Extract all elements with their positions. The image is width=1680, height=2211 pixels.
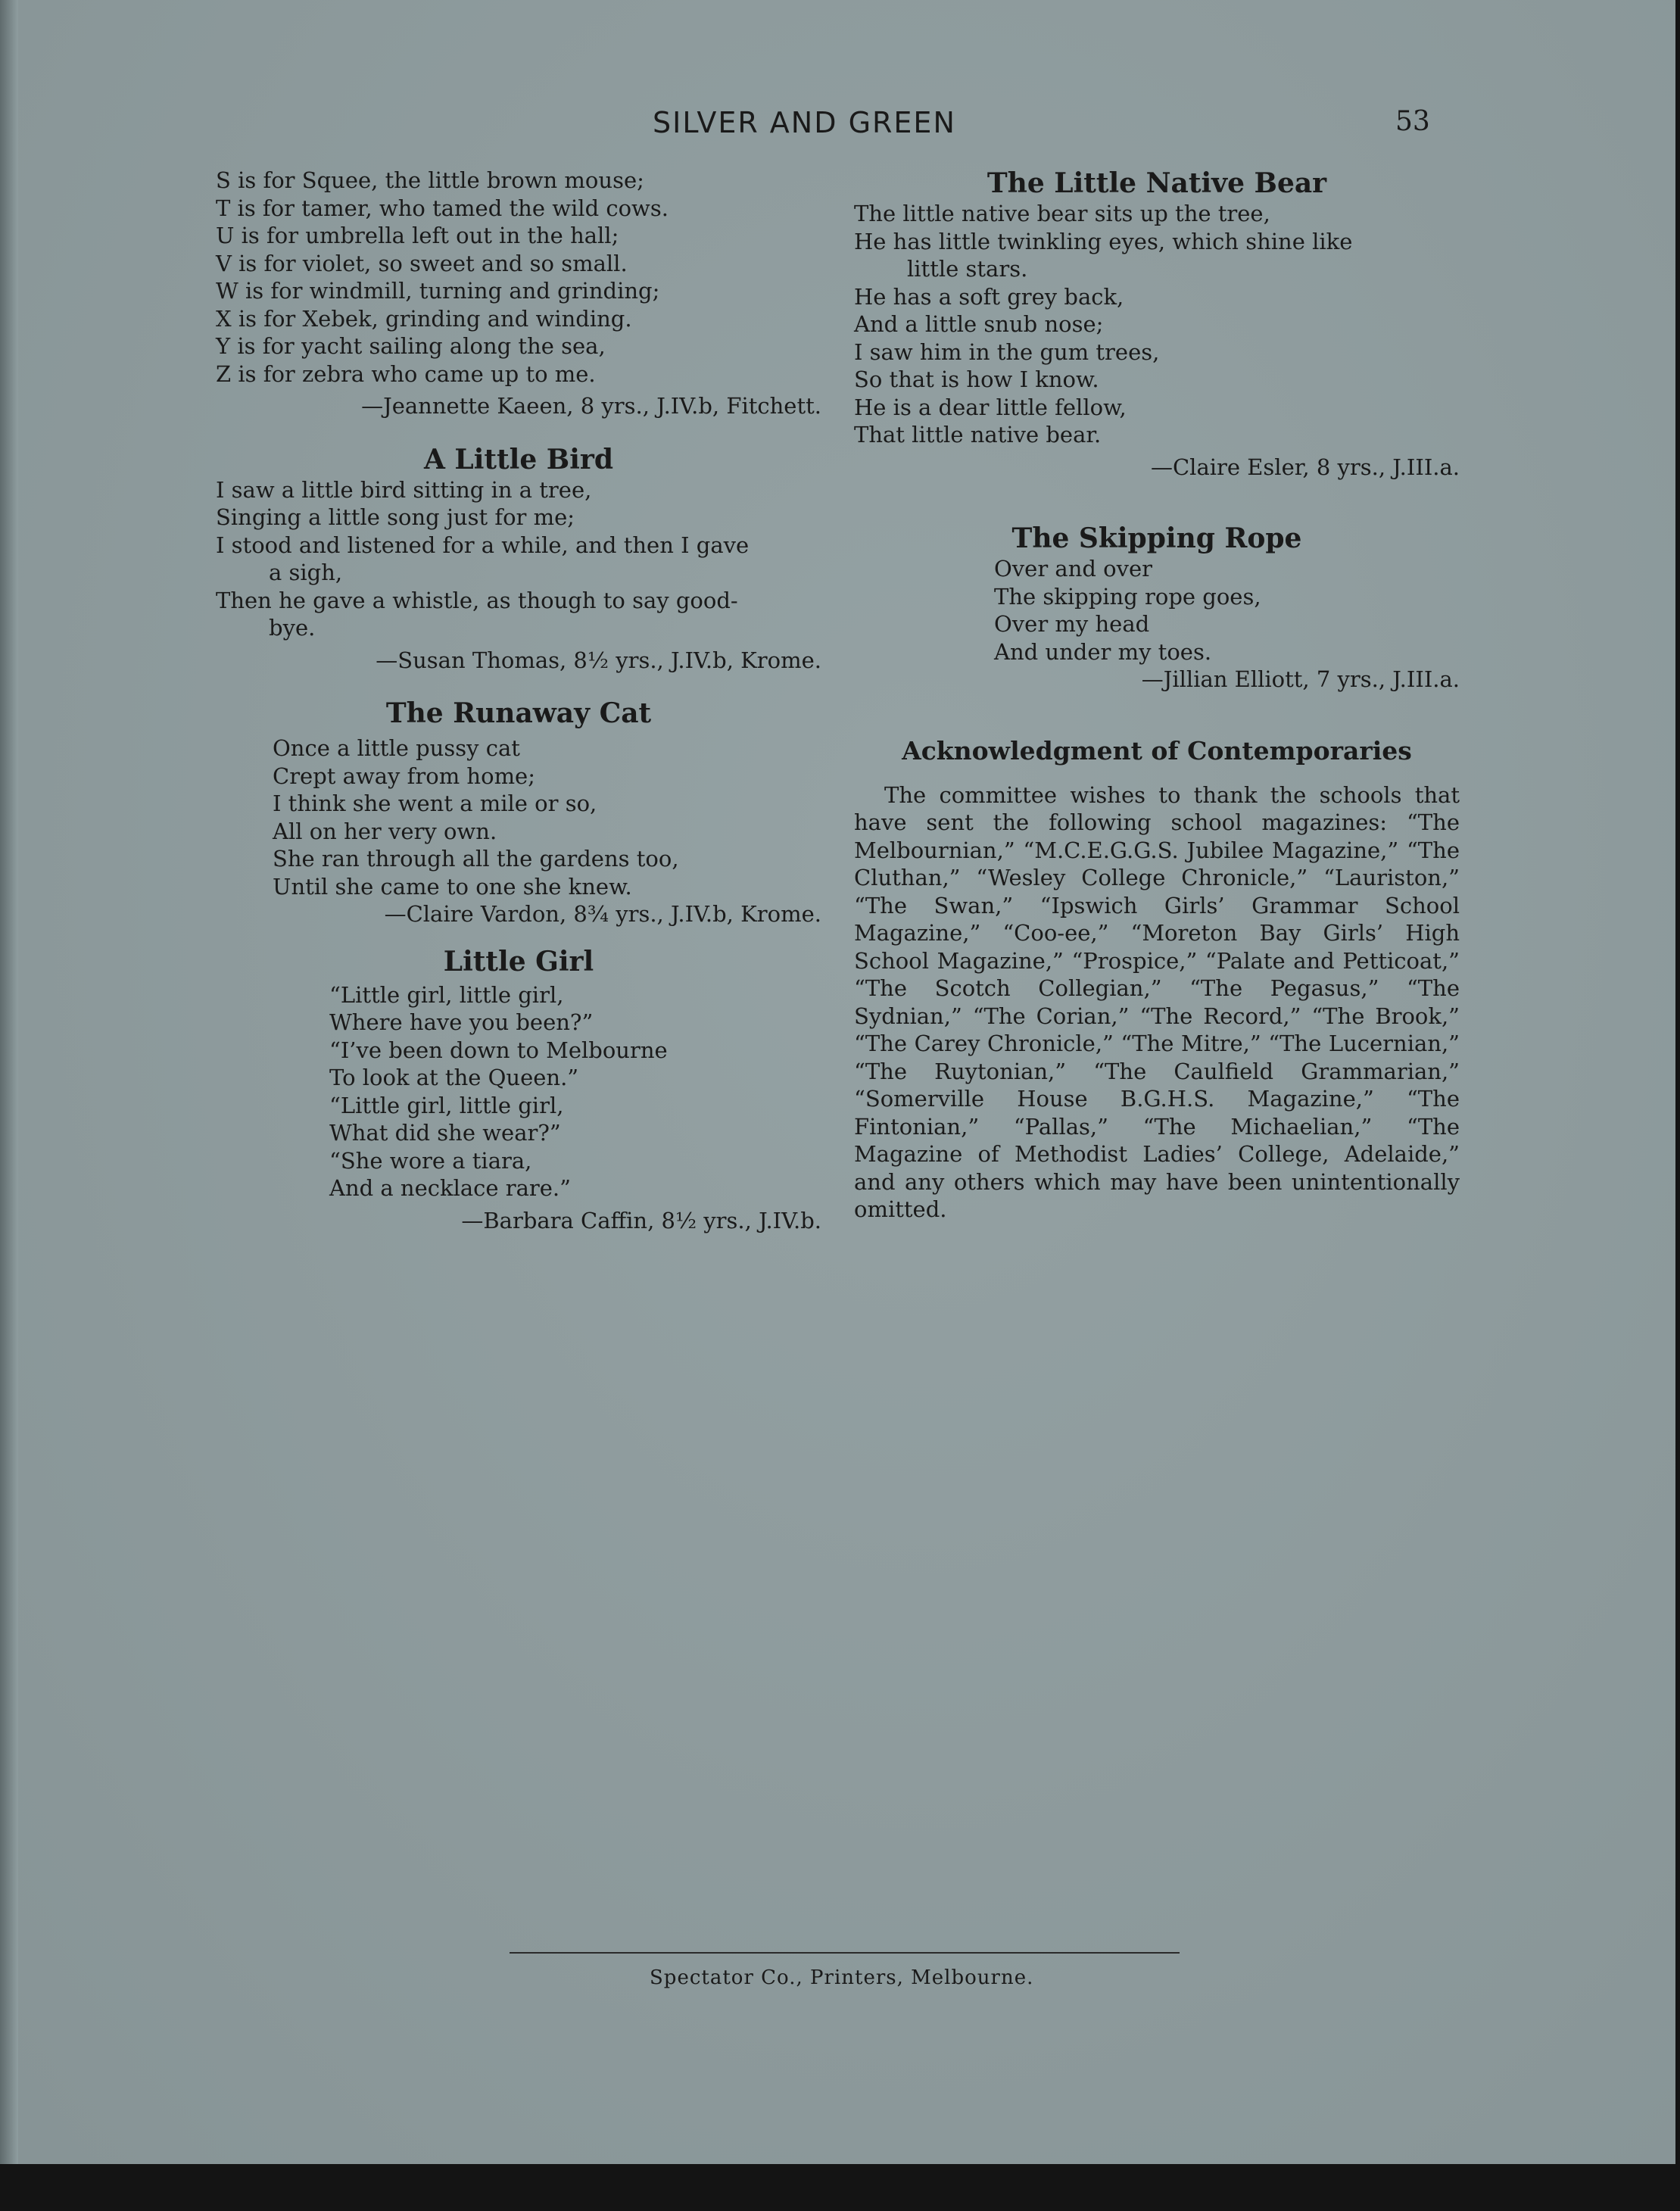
right-column bbox=[854, 167, 1460, 1224]
poem-line: Over and over bbox=[994, 556, 1153, 582]
poem-line: Over my head bbox=[994, 611, 1150, 637]
section-title: Acknowledgment of Contemporaries bbox=[902, 735, 1412, 766]
poem-attribution: —Jeannette Kaeen, 8 yrs., J.IV.b, Fitchett. bbox=[361, 393, 821, 419]
poem-title: Little Girl bbox=[443, 945, 594, 978]
page-number: 53 bbox=[1395, 106, 1430, 137]
poem-line: Singing a little song just for me; bbox=[216, 504, 575, 530]
poem-line: And a little snub nose; bbox=[854, 311, 1104, 337]
poem-line: He has a soft grey back, bbox=[854, 283, 1124, 310]
poem-line: What did she wear?” bbox=[329, 1120, 561, 1146]
left-column bbox=[216, 167, 821, 1234]
poem-line: I saw a little bird sitting in a tree, bbox=[216, 476, 592, 503]
poem-line: So that is how I know. bbox=[854, 366, 1099, 392]
poem-title: A Little Bird bbox=[423, 443, 614, 476]
poem-title: The Skipping Rope bbox=[1011, 522, 1302, 554]
poem-line: The skipping rope goes, bbox=[994, 583, 1261, 610]
acknowledgment-text: The committee wishes to thank the schools that have sent the following school magazines: “The Melbournian,” “M.C.E.G.G.S. Jubilee Magazine,” “The Cluthan,” “Wesley College Chronicle,” “Lauriston,” “The Swan,” “Ipswich Girls’ Grammar School Magazine,” “Coo-ee,” “Moreton Bay Girls’ High School Magazine,” “Prospice,” “Palate and Petticoat,” “The Scotch Collegian,” “The Pegasus,” “The Sydnian,” “The Corian,” “The Record,” “The Brook,” “The Carey Chronicle,” “The Mitre,” “The Lucernian,” “The Ruytonian,” “The Caulfield Grammarian,” “Somerville House B.G.H.S. Magazine,” “The Fintonian,” “Pallas,” “The Michaelian,” “The Magazine of Methodist Ladies’ College, Adelaide,” and any others which may have been unintentionally omitted. bbox=[854, 781, 1460, 1222]
poem-line: “I’ve been down to Melbourne bbox=[329, 1037, 668, 1063]
poem-line: Where have you been?” bbox=[329, 1009, 594, 1035]
poem-line: She ran through all the gardens too, bbox=[273, 846, 679, 872]
runaway-cat-poem bbox=[216, 697, 821, 928]
page-spine bbox=[0, 0, 18, 2164]
poem-line: I saw him in the gum trees, bbox=[854, 338, 1160, 365]
poem-line: little stars. bbox=[907, 256, 1028, 282]
poem-attribution: —Claire Esler, 8 yrs., J.III.a. bbox=[1150, 454, 1460, 480]
poem-attribution: —Claire Vardon, 8¾ yrs., J.IV.b, Krome. bbox=[384, 901, 821, 927]
poem-title: The Runaway Cat bbox=[385, 697, 652, 729]
poem-line: Z is for zebra who came up to me. bbox=[216, 360, 596, 387]
poem-line: I stood and listened for a while, and then I gave bbox=[216, 532, 750, 558]
native-bear-poem bbox=[854, 167, 1460, 481]
poem-title: The Little Native Bear bbox=[986, 167, 1327, 199]
poem-line: And under my toes. bbox=[994, 638, 1212, 665]
poem-line: The little native bear sits up the tree, bbox=[854, 201, 1270, 226]
skipping-rope-poem bbox=[854, 522, 1460, 694]
poem-line: All on her very own. bbox=[273, 818, 497, 844]
little-bird-poem bbox=[216, 443, 821, 675]
poem-line: Then he gave a whistle, as though to say good- bbox=[216, 587, 738, 613]
poem-attribution: —Jillian Elliott, 7 yrs., J.III.a. bbox=[1141, 666, 1460, 692]
poem-line: W is for windmill, turning and grinding; bbox=[216, 278, 660, 304]
poem-line: He is a dear little fellow, bbox=[854, 394, 1127, 420]
poem-line: T is for tamer, who tamed the wild cows. bbox=[216, 195, 669, 221]
poem-line: “Little girl, little girl, bbox=[329, 981, 564, 1008]
printer-credit: Spectator Co., Printers, Melbourne. bbox=[650, 1966, 1034, 1989]
poem-line: U is for umbrella left out in the hall; bbox=[216, 223, 619, 248]
alphabet-poem bbox=[216, 167, 821, 420]
poem-line: S is for Squee, the little brown mouse; bbox=[216, 167, 644, 193]
poem-line: Y is for yacht sailing along the sea, bbox=[216, 333, 606, 359]
poem-line: a sigh, bbox=[269, 560, 343, 585]
footer-rule bbox=[510, 1952, 1180, 1954]
poem-line: Until she came to one she knew. bbox=[273, 873, 632, 900]
poem-line: “She wore a tiara, bbox=[329, 1147, 532, 1174]
poem-line: X is for Xebek, grinding and winding. bbox=[216, 305, 632, 332]
poem-line: He has little twinkling eyes, which shine like bbox=[854, 228, 1353, 254]
poem-attribution: —Barbara Caffin, 8½ yrs., J.IV.b. bbox=[461, 1207, 821, 1233]
poem-line: bye. bbox=[269, 615, 316, 641]
poem-line: And a necklace rare.” bbox=[329, 1175, 571, 1201]
poem-line: “Little girl, little girl, bbox=[329, 1092, 564, 1118]
little-girl-poem bbox=[216, 945, 821, 1235]
running-header-title: SILVER AND GREEN bbox=[653, 106, 956, 139]
poem-line: Crept away from home; bbox=[273, 762, 535, 789]
poem-line: That little native bear. bbox=[854, 422, 1102, 448]
poem-line: Once a little pussy cat bbox=[273, 735, 520, 761]
poem-line: I think she went a mile or so, bbox=[273, 791, 597, 816]
poem-line: V is for violet, so sweet and so small. bbox=[216, 250, 628, 276]
poem-attribution: —Susan Thomas, 8½ yrs., J.IV.b, Krome. bbox=[376, 647, 821, 673]
poem-line: To look at the Queen.” bbox=[329, 1065, 579, 1090]
acknowledgment-section bbox=[854, 734, 1460, 1224]
